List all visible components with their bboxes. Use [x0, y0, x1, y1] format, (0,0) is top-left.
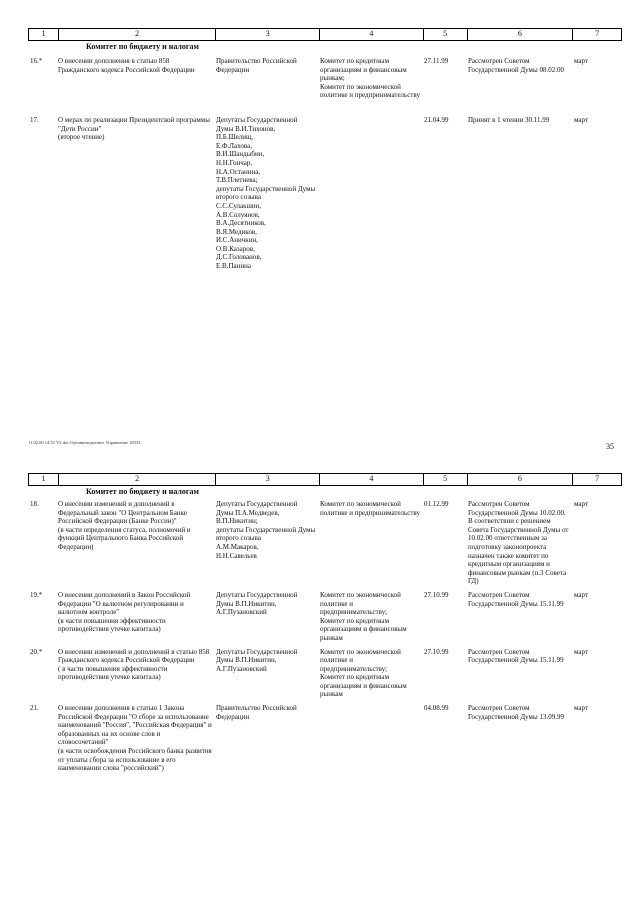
bill-committee: Комитет по экономической политике и предпринимательству; Комитет по кредитным организациям и финансовым рынкам: [320, 647, 407, 699]
bill-status: Принят в 1 чтении 30.11.99: [468, 115, 550, 124]
bill-title: О внесении дополнения в статью 1 Закона Российской Федерации "О сборе за использование наименований "Россия", "Российская Федерация" и образованных на их основе слов и словосочетаний" (в части освобождения Российского банка развития от уплаты сбора за использование в его наименовании слова "российский"): [58, 704, 212, 773]
col-header: 5: [424, 29, 468, 40]
bill-month: март: [574, 590, 588, 599]
bill-status: Рассмотрен Советом Государственной Думы 15.11.99: [468, 590, 564, 608]
bill-title: О внесении дополнений в Закон Российской Федерации "О валютном регулировании и валютном контроле" (в части повышения эффективности противодействия утечке капитала): [58, 590, 191, 634]
col-header: 3: [216, 474, 320, 485]
col-header: 7: [595, 29, 600, 38]
row-number: 21.: [30, 704, 39, 713]
page1-table: [28, 28, 622, 271]
bill-status: Рассмотрен Советом Государственной Думы 08.02.00: [468, 57, 564, 74]
bill-title: О мерах по реализации Президентской программы "Дети России" (второе чтение): [58, 115, 210, 142]
bill-status: Рассмотрен Советом Государственной Думы 13.09.99: [468, 704, 564, 721]
col-header: 4: [320, 29, 424, 40]
table-row: [28, 57, 622, 100]
bill-committee: Комитет по экономической политике и предпринимательству: [320, 500, 420, 517]
table-row: [28, 116, 622, 271]
table-row: [28, 591, 622, 643]
bill-author: Депутаты Государственной Думы В.П.Никитин, А.Г.Пузановский: [216, 647, 298, 673]
bill-title: О внесении изменений и дополнений в Федеральный закон "О Центральном Банке Российской Федерации (Банке России)" (в части определения статуса, полномочий и функций Центрального Банка Российской Федерации): [58, 500, 191, 551]
bill-date: 27.10.99: [424, 647, 449, 656]
bill-date: 27.10.99: [424, 590, 449, 599]
bill-status: Рассмотрен Советом Государственной Думы 10.02.00. В соответствии с решением Совета Государственной Думы от 10.02.00 ответственным за подготовку законопроекта назначен также комитет по кредитным организациям и финансовым рынкам (п.3 Совета ГД): [468, 500, 569, 586]
column-header-row: [28, 473, 622, 486]
column-header-row: [28, 28, 622, 41]
bill-title: О внесении изменений и дополнений в статью 858 Гражданского кодекса Российской Федерации ( в части повышения эффективности противодействия утечке капитала): [58, 647, 210, 682]
col-header: 2: [59, 474, 216, 485]
page2-table: [28, 473, 622, 773]
bill-author: Депутаты Государственной Думы В.И.Тихонов, П.Б.Шелищ, Е.Ф.Лахова, В.И.Шандыбин, Н.Н.Гончар, Н.А.Останина, Т.В.Плетнева; депутаты Государственной Думы второго созыва С.С.Сулакшин, А.В.Солуянов, В.А.Десятников, В.Я.Медиков, И.С.Аничкин, О.В.Казаров, Д.С.Голованов, Е.В.Панина: [216, 115, 316, 271]
print-footer: 11.02.00 14:51 V2 doc Организационное Управление 18333: [28, 440, 141, 445]
bill-month: март: [574, 647, 588, 656]
col-header: 2: [59, 29, 216, 40]
bill-committee: [320, 116, 424, 271]
col-header: 1: [29, 29, 59, 40]
row-number: 16.*: [30, 57, 43, 65]
bill-author: Правительство Российской Федерации: [216, 57, 297, 74]
row-number: 18.: [30, 500, 39, 508]
bill-committee: Комитет по кредитным организациям и финансовым рынкам; Комитет по экономической политике и предпринимательству: [320, 57, 420, 100]
bill-author: Правительство Российской Федерации: [216, 704, 297, 721]
row-number: 17.: [30, 115, 39, 124]
bill-date: 04.08.99: [424, 704, 449, 713]
col-header: 7: [595, 474, 600, 483]
table-row: [28, 704, 622, 773]
page-number: 35: [606, 442, 614, 451]
section-title: Комитет по бюджету и налогам: [86, 42, 199, 51]
bill-title: О внесении дополнения в статью 858 Гражданского кодекса Российской Федерации: [58, 57, 195, 74]
bill-month: март: [574, 704, 588, 713]
col-header: 6: [468, 29, 574, 40]
bill-author: Депутаты Государственной Думы В.П.Никитин, А.Г.Пузановский: [216, 590, 298, 617]
table-row: [28, 648, 622, 700]
row-number: 19.*: [30, 590, 43, 599]
col-header: 3: [216, 29, 320, 40]
row-number: 20.*: [30, 647, 43, 656]
bill-status: Рассмотрен Советом Государственной Думы 15.11.99: [468, 647, 564, 665]
bill-committee: [320, 704, 424, 773]
bill-date: 27.11.99: [424, 57, 449, 65]
col-header: 4: [320, 474, 424, 485]
bill-date: 01.12.99: [424, 500, 449, 508]
col-header: 1: [29, 474, 59, 485]
table-row: [28, 500, 622, 586]
bill-month: март: [574, 500, 588, 508]
bill-author: Депутаты Государственной Думы П.А.Медведев, В.П.Никитин; депутаты Государственной Думы второго созыва А.М.Макаров, Н.Н.Савельев: [216, 500, 316, 560]
bill-month: март: [574, 115, 588, 124]
bill-month: март: [574, 57, 588, 65]
bill-committee: Комитет по экономической политике и предпринимательству; Комитет по кредитным организациям и финансовым рынкам: [320, 590, 407, 642]
col-header: 6: [468, 474, 574, 485]
bill-date: 21.04.99: [424, 115, 449, 124]
col-header: 5: [424, 474, 468, 485]
section-title: Комитет по бюджету и налогам: [86, 487, 199, 496]
